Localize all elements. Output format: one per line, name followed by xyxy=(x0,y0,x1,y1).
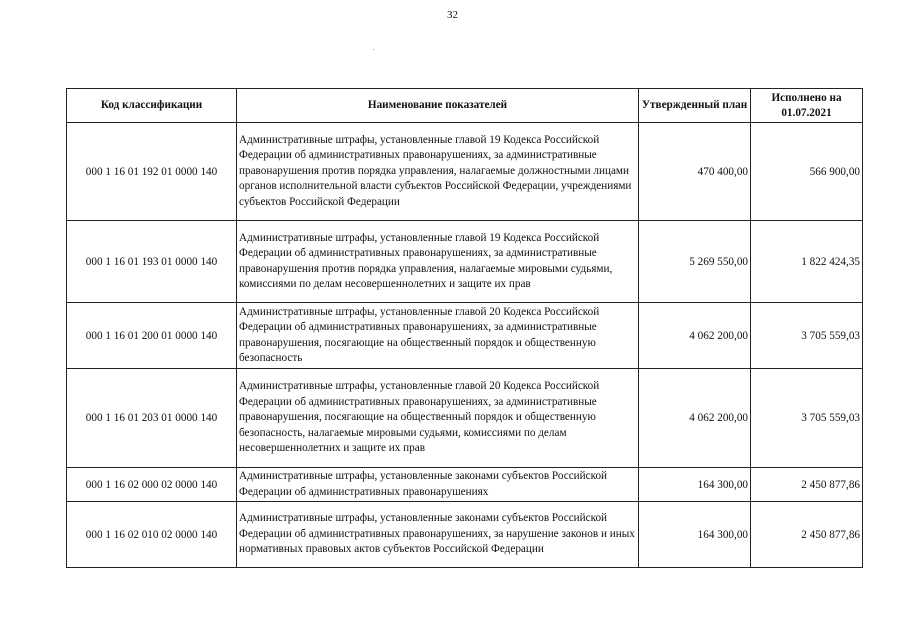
table-row xyxy=(67,468,863,502)
table-row xyxy=(67,502,863,568)
row-code: 000 1 16 01 193 01 0000 140 xyxy=(67,221,237,303)
row-code: 000 1 16 02 010 02 0000 140 xyxy=(67,502,237,568)
table-row xyxy=(67,303,863,369)
header-plan: Утвержденный план xyxy=(639,89,751,123)
table-row xyxy=(67,123,863,221)
row-plan: 470 400,00 xyxy=(639,123,751,221)
row-name: Административные штрафы, установленные главой 19 Кодекса Российской Федерации об административных правонарушениях, за административные правонарушения против порядка управления, налагаемые мировыми судьями, комиссиями по делам несовершеннолетних и защите их прав xyxy=(237,221,639,303)
row-name: Административные штрафы, установленные главой 20 Кодекса Российской Федерации об административных правонарушениях, за административные правонарушения, посягающие на общественный порядок и общественную безопасность, налагаемые мировыми судьями, комиссиями по делам несовершеннолетних и защите их прав xyxy=(237,369,639,468)
row-plan: 4 062 200,00 xyxy=(639,303,751,369)
row-done: 3 705 559,03 xyxy=(751,369,863,468)
row-done: 3 705 559,03 xyxy=(751,303,863,369)
revenue-table xyxy=(66,88,863,568)
row-code: 000 1 16 01 203 01 0000 140 xyxy=(67,369,237,468)
row-code: 000 1 16 01 192 01 0000 140 xyxy=(67,123,237,221)
table-row xyxy=(67,369,863,468)
scan-speck xyxy=(373,49,374,50)
row-plan: 4 062 200,00 xyxy=(639,369,751,468)
header-code: Код классификации xyxy=(67,89,237,123)
row-done: 2 450 877,86 xyxy=(751,468,863,502)
row-name: Административные штрафы, установленные главой 19 Кодекса Российской Федерации об административных правонарушениях, за административные правонарушения против порядка управления, налагаемые должностными лицами органов исполнительной власти субъектов Российской Федерации, учреждениями субъектов Российской Федерации xyxy=(237,123,639,221)
row-plan: 5 269 550,00 xyxy=(639,221,751,303)
row-code: 000 1 16 01 200 01 0000 140 xyxy=(67,303,237,369)
row-name: Административные штрафы, установленные законами субъектов Российской Федерации об административных правонарушениях, за нарушение законов и иных нормативных правовых актов субъектов Российской Федерации xyxy=(237,502,639,568)
row-done: 1 822 424,35 xyxy=(751,221,863,303)
page-number: 32 xyxy=(447,9,458,21)
row-name: Административные штрафы, установленные законами субъектов Российской Федерации об административных правонарушениях xyxy=(237,468,639,502)
table-header-row xyxy=(67,89,863,123)
header-name: Наименование показателей xyxy=(237,89,639,123)
row-done: 2 450 877,86 xyxy=(751,502,863,568)
table-row xyxy=(67,221,863,303)
row-name: Административные штрафы, установленные главой 20 Кодекса Российской Федерации об административных правонарушениях, за административные правонарушения, посягающие на общественный порядок и общественную безопасность xyxy=(237,303,639,369)
row-plan: 164 300,00 xyxy=(639,468,751,502)
header-done: Исполнено на 01.07.2021 xyxy=(751,89,863,123)
row-plan: 164 300,00 xyxy=(639,502,751,568)
row-done: 566 900,00 xyxy=(751,123,863,221)
row-code: 000 1 16 02 000 02 0000 140 xyxy=(67,468,237,502)
